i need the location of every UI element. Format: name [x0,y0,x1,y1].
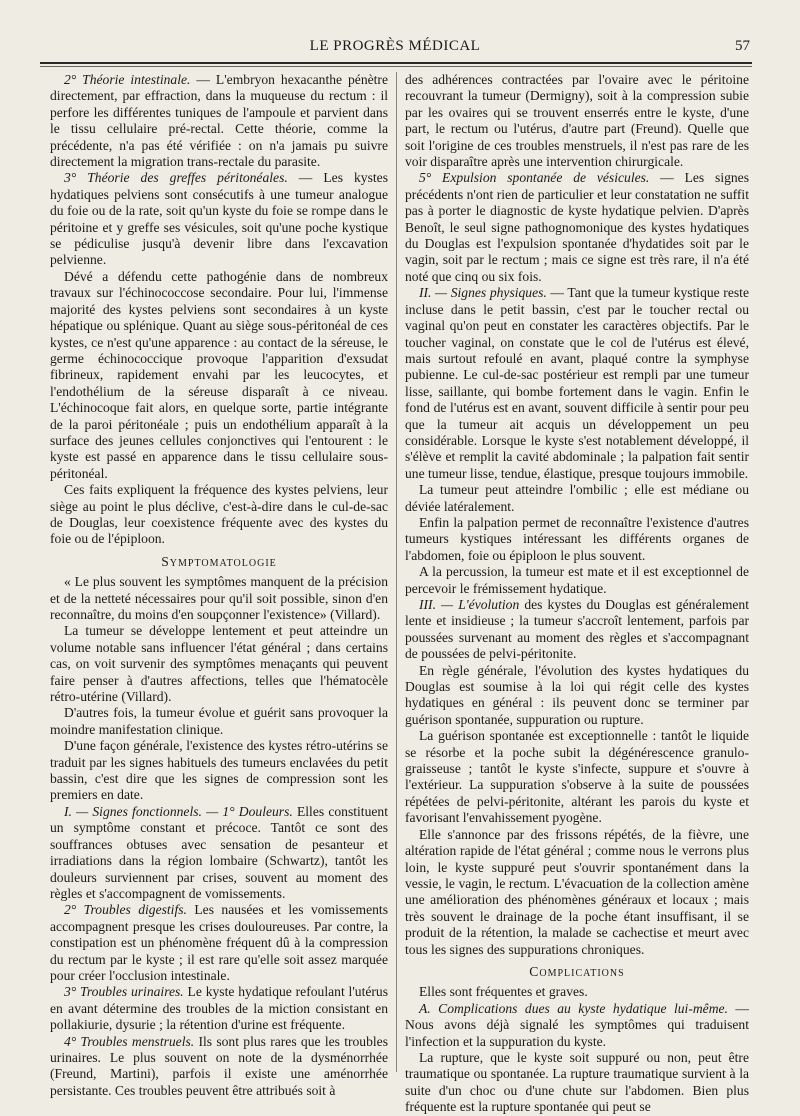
paragraph: Elles sont fréquentes et graves. [419,984,588,1000]
paragraph-text: — Les signes précédents n'ont rien de particulier et leur constatation ne suffit pas à porter le diagnostic de kyste hydatique pelvien. D'après Benoît, le seul signe pathognomonique des kystes hydatiques du Douglas est l'expulsion spontanée d'hydatides soit par le vagin, soit par le rectum ; mais ce signe est très rare, il n'a été noté que cinq ou six fois. [405,170,750,284]
right-column [405,72,750,1115]
paragraph: La tumeur se développe lentement et peut atteindre un volume notable sans influencer l'état général ; dans certains cas, on voit survenir des symptômes menaçants qui peuvent faire penser à d'autres affections, telles que l'hématocèle rétro-utérine (Villard). [50,623,388,705]
paragraph: Elle s'annonce par des frissons répétés, de la fièvre, une altération rapide de l'état général ; comme nous le verrons plus loin, le kyste suppuré peut s'ouvrir spontanément dans la vessie, le vagin, le rectum. L'évacuation de la collection amène une amélioration des phénomènes généraux et locaux ; mais très souvent le drainage de la poche étant insuffisant, il se produit de la rétention, la malade se cachectise et meurt avec tous les signes des suppurations chroniques. [405,826,749,957]
left-column [50,72,388,1098]
paragraph [50,902,388,984]
paragraph: La guérison spontanée est exceptionnelle : tantôt le liquide se résorbe et la poche subit la dégénérescence granulo-graisseuse ; tantôt le kyste s'infecte, suppure et s'ouvre à l'extérieur. La suppuration s'observe à la suite de poussées répétées de pelvi-péritonite, altérant les parois du kyste et favorisant l'envahissement pyogène. [405,728,749,826]
paragraph-heading: II. — Signes physiques. [419,285,547,301]
paragraph-text: — Nous avons déjà signalé les symptômes qui traduisent l'infection et la suppuration du kyste. [405,1000,749,1049]
paragraph-text: — L'embryon hexacanthe pénètre directement, par effraction, dans la muqueuse du rectum : il perfore les différentes tuniques de l'ampoule et parvient dans le tissu cellulaire pré-rectal. Cette théorie, comme la précédente, n'a pas été vérifiée : on n'a jamais pu suivre directement la migration trans-rectale du parasite. [50,72,388,170]
paragraph [405,597,749,663]
paragraph [50,170,388,268]
paragraph-text: Ils sont plus rares que les troubles urinaires. Le plus souvent on note de la dysménorrhée (Freund, Martini), parfois il existe une aménorrhée persistante. Ces troubles peuvent être attribués soit à [50,1033,388,1098]
paragraph: La tumeur peut atteindre l'ombilic ; elle est médiane ou déviée latéralement. [405,482,749,514]
page-number: 57 [735,38,750,54]
paragraph-heading: III. — L'évolution [419,597,520,612]
paragraph-text: — Tant que la tumeur kystique reste incluse dans le petit bassin, c'est par le toucher rectal ou vaginal qu'on peut en constater les caractères objectifs. Par le toucher vaginal, on constate que le col de l'utérus est élevé, mais surtout refoulé en avant, plaqué contre la symphyse pubienne. Le cul-de-sac postérieur est rempli par une tumeur lisse, saillante, qui bombe fortement dans le vagin. Enfin le fond de l'utérus est en avant, souvent difficile à sentir pour peu que la tumeur ait acquis un développement un peu considérable. Lorsque le kyste s'est notablement développé, il s'élève et remplit la cavité abdominale ; la palpation fait sentir une tumeur lisse, tendue, élastique, presque toujours immobile. [405,285,749,481]
paragraph: A la percussion, la tumeur est mate et il est exceptionnel de percevoir le frémissement hydatique. [405,564,749,596]
paragraph-text: Elles constituent un symptôme constant et précoce. Tantôt ce sont des souffrances obtuses avec sensation de pesanteur et irradiations dans la région lombaire (Schwartz), tantôt les douleurs surviennent par crises, souvent au moment des règles et s'accompagnent de vomissements. [50,803,388,901]
paragraph: « Le plus souvent les symptômes manquent de la précision et de la netteté nécessaires pour qu'il soit possible, sinon d'en reconnaître, du moins d'en soupçonner l'existence» (Villard). [50,574,388,622]
paragraph-heading: 3° Troubles urinaires. [64,984,184,1000]
section-heading: Symptomatologie [161,553,277,569]
paragraph: des adhérences contractées par l'ovaire avec le péritoine recouvrant la tumeur (Dermigny), soit à la compression subie par les ovaires qui se trouvent enserrés entre le kyste, d'une part, le rectum ou l'utérus, d'autre part (Freund). Quelle que soit l'origine de ces troubles menstruels, il n'est pas rare de les voir disparaître après une intervention chirurgicale. [405,72,749,170]
paragraph: En règle générale, l'évolution des kystes hydatiques du Douglas est soumise à la loi qui régit celle des kystes hydatiques en général : ils peuvent donc se terminer par guérison spontanée, suppuration ou rupture. [405,662,749,727]
paragraph [405,170,749,285]
paragraph [405,1001,749,1050]
paragraph [50,984,388,1033]
paragraph-text: Le kyste hydatique refoulant l'utérus en avant détermine des troubles de la miction consistant en pollakiurie, dysurie ; la rétention d'urine est fréquente. [50,984,388,1033]
column-divider [396,72,397,1072]
journal-title: LE PROGRÈS MÉDICAL [309,38,481,54]
paragraph-text: — Les kystes hydatiques pelviens sont consécutifs à une tumeur analogue du foie ou de la rate, soit qu'un kyste du foie se rompe dans le péritoine et y greffe ses vésicules, soit qu'une poche kystique se pédiculise jusqu'à devenir libre dans l'excavation pelvienne. [50,170,388,268]
paragraph-text: Les nausées et les vomissements accompagnent presque les crises douloureuses. Par contre, la constipation est un phénomène fréquent dû à la compression du rectum par le kyste ; il est rare qu'elle soit assez marquée pour créer l'occlusion intestinale. [50,902,388,983]
paragraph: La rupture, que le kyste soit suppuré ou non, peut être traumatique ou spontanée. La rupture traumatique survient à la suite d'un choc ou d'une chute sur l'abdomen. Bien plus fréquente est la rupture spontanée qui peut se [405,1049,749,1115]
paragraph [50,804,388,902]
paragraph-heading: 2° Troubles digestifs. [64,902,187,918]
paragraph: D'une façon générale, l'existence des kystes rétro-utérins se traduit par les signes habituels des tumeurs enclavées du petit bassin, c'est dire que les signes de compression sont les premiers en date. [50,738,388,803]
paragraph-heading: 4° Troubles menstruels. [64,1033,195,1049]
header-rule [40,62,752,64]
paragraph [50,1034,388,1100]
paragraph-heading: A. Complications dues au kyste hydatique lui-même. [419,1000,728,1016]
paragraph-heading: 3° Théorie des greffes péritonéales. [64,170,288,186]
paragraph: D'autres fois, la tumeur évolue et guérit sans provoquer la moindre manifestation clinique. [50,705,388,737]
paragraph [405,285,749,482]
header-rule-thin [40,66,752,67]
paragraph-heading: I. — Signes fonctionnels. — 1° Douleurs. [64,803,293,819]
paragraph: Dévé a défendu cette pathogénie dans de nombreux travaux sur l'échinococcose secondaire. Pour lui, l'immense majorité des kystes pelviens sont secondaires à un kyste hépatique ou splénique. Quant au siège sous-péritonéal de ces kystes, ce n'est qu'une apparence : au contact de la séreuse, le germe échinococcique provoque l'apparition d'exsudat fibrineux, rapidement envahi par les leucocytes, et l'endothélium de la séreuse disparaît à ce niveau. L'échinocoque fait alors, en quelque sorte, partie intégrante de la paroi péritonéale ; puis un endothélium apparaît à la surface des jeunes cellules conjonctives qui l'entourent : le kyste est passé en apparence dans le tissu cellulaire sous-péritonéal. [50,268,388,481]
paragraph: Ces faits expliquent la fréquence des kystes pelviens, leur siège au point le plus déclive, c'est-à-dire dans le cul-de-sac de Douglas, leur coexistence fréquente avec des kystes du foie ou de l'épiploon. [50,482,388,547]
page-header [40,38,750,58]
paragraph-heading: 2° Théorie intestinale. [64,72,191,87]
paragraph: Enfin la palpation permet de reconnaître l'existence d'autres tumeurs kystiques intéressant les différents organes de l'abdomen, foie ou épiploon le plus souvent. [405,514,749,563]
paragraph [50,72,388,170]
paragraph-text: des kystes du Douglas est généralement lente et insidieuse ; la tumeur s'accroît lentement, parfois par poussées survenant au moment des règles et s'accompagnant de poussées de pelvi-péritonite. [405,597,749,662]
paragraph-heading: 5° Expulsion spontanée de vésicules. [419,170,650,186]
section-heading: Complications [529,963,625,979]
